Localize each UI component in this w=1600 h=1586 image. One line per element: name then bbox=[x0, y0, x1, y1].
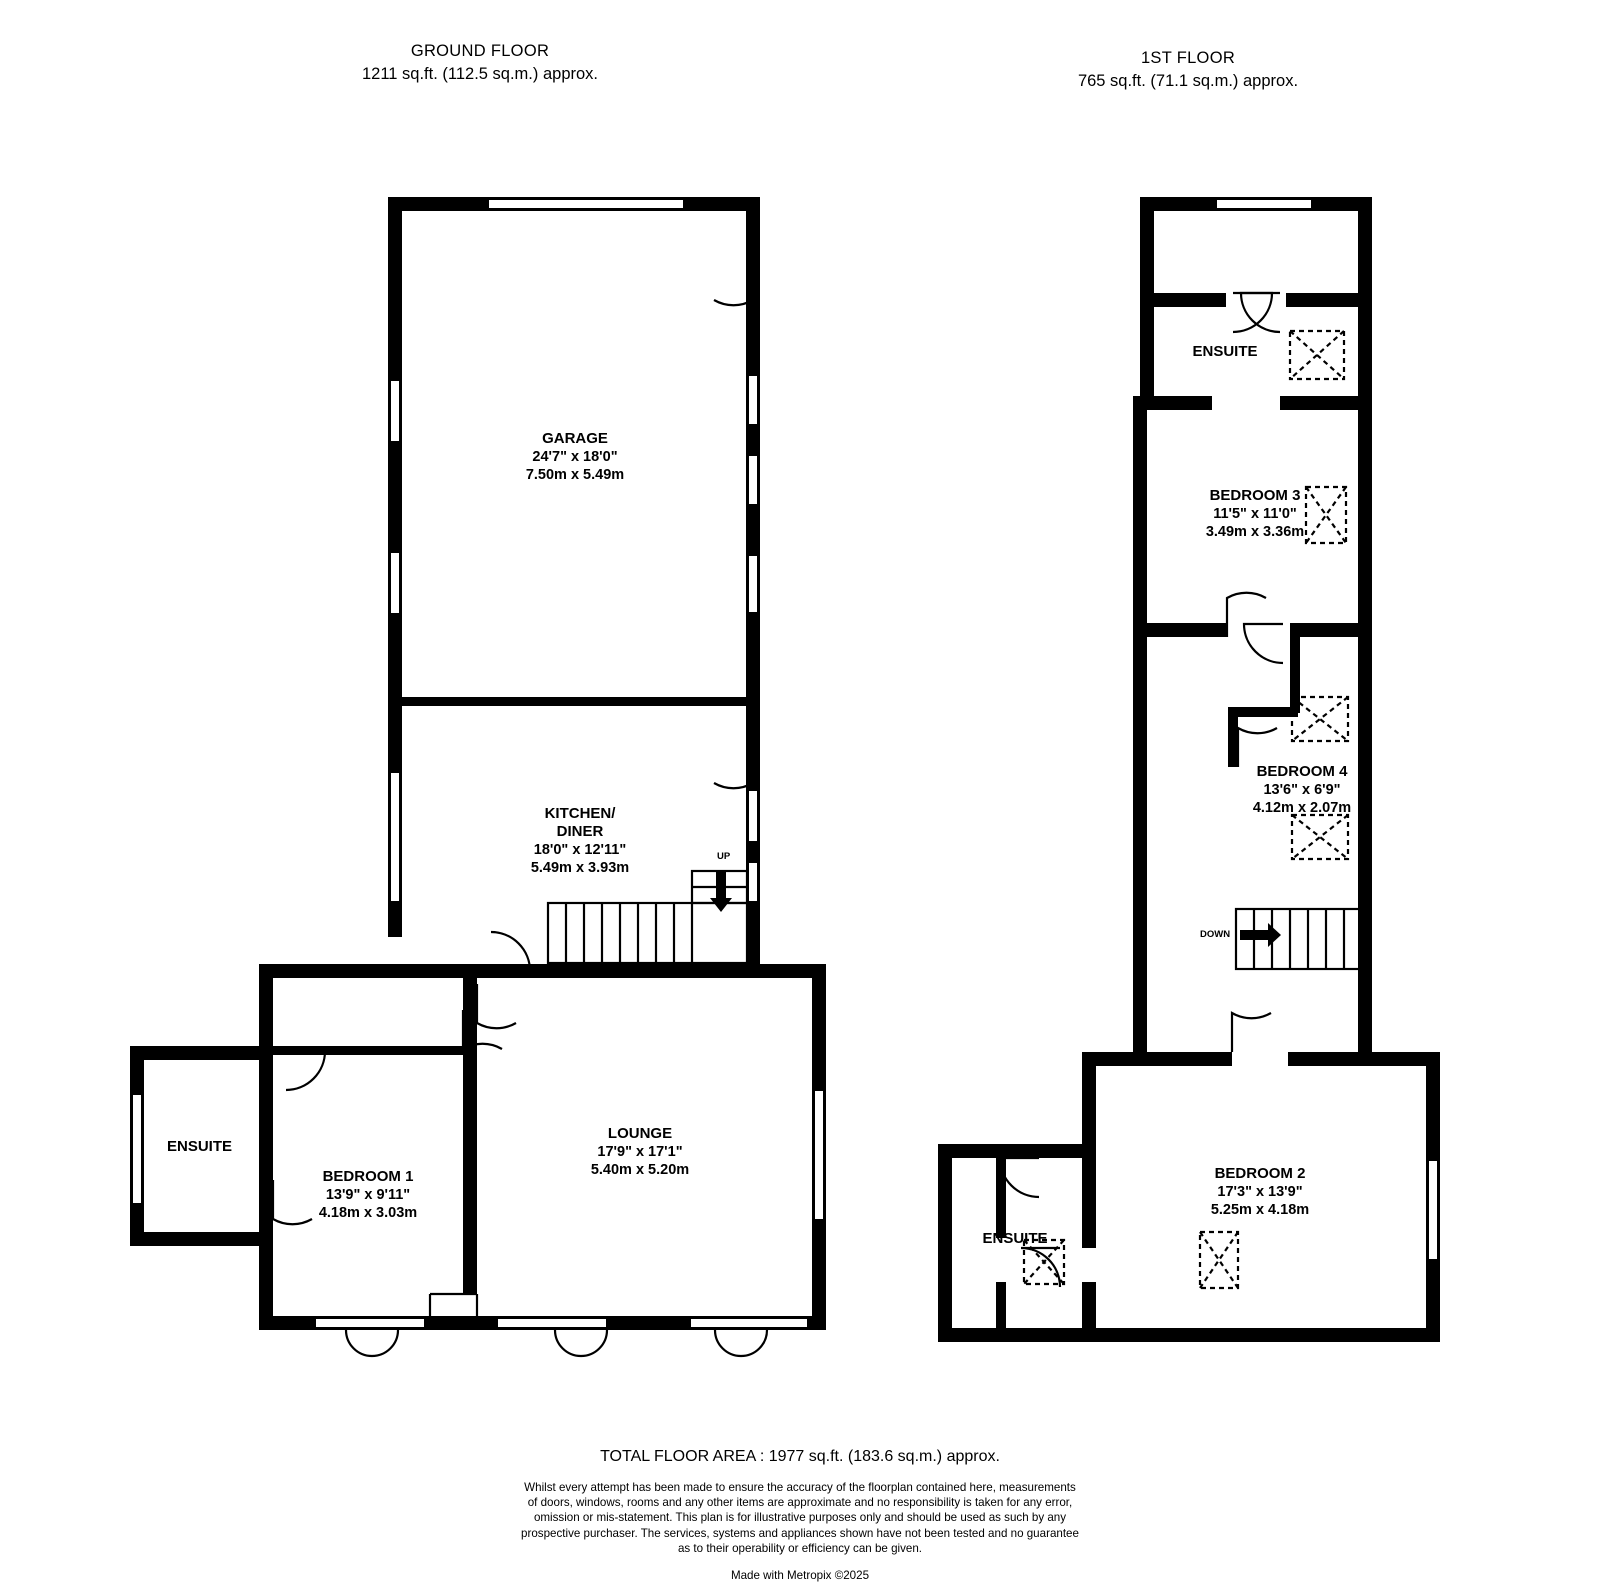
footer bbox=[0, 1448, 1600, 1582]
wall-ensuite-g-top bbox=[130, 1046, 273, 1060]
room-label-bedroom-1 bbox=[268, 1168, 468, 1222]
wall-ff-right-mid bbox=[1358, 396, 1372, 1066]
bedroom3-imperial: 11'5" x 11'0" bbox=[1213, 506, 1297, 522]
wall-kitchen-stub-left bbox=[477, 964, 491, 978]
disclaimer-line-5: as to their operability or efficiency can be given. bbox=[677, 1541, 923, 1555]
wall-bed2-bottom bbox=[938, 1328, 1440, 1342]
lounge-name: LOUNGE bbox=[607, 1125, 673, 1142]
stair-down-label: DOWN bbox=[1200, 929, 1231, 940]
wall-ff-bottom-right bbox=[1288, 1052, 1440, 1066]
lounge-imperial: 17'9" x 17'1" bbox=[597, 1144, 683, 1160]
window-lounge-bottom-3 bbox=[690, 1318, 808, 1328]
wall-bed3-bottom-right bbox=[1290, 623, 1372, 637]
window-garage-right-1 bbox=[748, 375, 758, 425]
wall-bed3-top-left bbox=[1140, 396, 1212, 410]
wall-ff-left-upper bbox=[1140, 197, 1154, 307]
disclaimer-line-3: omission or mis-statement. This plan is for illustrative purposes only and should be used as such by any bbox=[533, 1511, 1067, 1525]
kitchen-metric: 5.49m x 3.93m bbox=[530, 860, 630, 876]
bedroom2-name: BEDROOM 2 bbox=[1214, 1165, 1306, 1182]
garage-name: GARAGE bbox=[542, 430, 608, 447]
made-with-credit: Made with Metropix ©2025 bbox=[730, 1569, 870, 1583]
room-label-lounge bbox=[540, 1125, 740, 1179]
wall-bed4-step bbox=[1228, 707, 1298, 717]
wall-bed3-bottom-left bbox=[1147, 623, 1227, 637]
room-label-ensuite-first-2 bbox=[940, 1230, 1090, 1248]
window-kitchen-right bbox=[748, 790, 758, 842]
wall-garage-kitchen-divider bbox=[402, 697, 752, 706]
room-label-bedroom-3 bbox=[1155, 487, 1355, 541]
kitchen-name: KITCHEN/ bbox=[544, 805, 616, 822]
wall-ensuite-ff2-top bbox=[938, 1144, 1096, 1158]
kitchen-imperial: 18'0" x 12'11" bbox=[533, 842, 627, 858]
bedroom1-metric: 4.18m x 3.03m bbox=[318, 1205, 418, 1221]
bedroom2-metric: 5.25m x 4.18m bbox=[1210, 1202, 1310, 1218]
room-label-kitchen-diner bbox=[480, 805, 680, 877]
disclaimer-line-4: prospective purchaser. The services, systems and appliances shown have not been tested and no guarantee bbox=[521, 1526, 1079, 1540]
room-label-bedroom-2 bbox=[1160, 1165, 1360, 1219]
window-kitchen-left bbox=[390, 772, 400, 902]
window-ff-top bbox=[1216, 199, 1312, 209]
first-floor-area: 765 sq.ft. (71.1 sq.m.) approx. bbox=[1077, 72, 1299, 90]
room-label-ensuite-first bbox=[1160, 343, 1290, 361]
kitchen-name2: DINER bbox=[556, 823, 604, 840]
room-label-ensuite-ground bbox=[112, 1138, 287, 1156]
total-floor-area: TOTAL FLOOR AREA : 1977 sq.ft. (183.6 sq.m.) approx. bbox=[600, 1448, 1000, 1465]
ensuite-ground-name: ENSUITE bbox=[166, 1138, 232, 1155]
wall-bedroom1-inner-divider bbox=[273, 1046, 473, 1055]
garage-metric: 7.50m x 5.49m bbox=[525, 467, 625, 483]
disclaimer-line-2: of doors, windows, rooms and any other items are approximate and no responsibility is taken for any error, bbox=[527, 1496, 1073, 1510]
bedroom4-metric: 4.12m x 2.07m bbox=[1252, 800, 1352, 816]
bedroom3-name: BEDROOM 3 bbox=[1209, 487, 1301, 504]
window-garage-top bbox=[488, 199, 684, 209]
wall-ensuite-ff2-right2 bbox=[1082, 1282, 1096, 1328]
wall-ff-right-upper bbox=[1358, 197, 1372, 307]
room-label-bedroom-4 bbox=[1202, 763, 1402, 817]
wall-bedroom1-lounge-divider bbox=[463, 964, 477, 1294]
wall-ensuite-ff-right bbox=[1358, 293, 1372, 403]
window-bed2-right bbox=[1428, 1160, 1438, 1260]
garage-imperial: 24'7" x 18'0" bbox=[532, 449, 618, 465]
bedroom2-imperial: 17'3" x 13'9" bbox=[1217, 1184, 1303, 1200]
window-garage-right-2 bbox=[748, 455, 758, 505]
first-floor-title: 1ST FLOOR bbox=[1140, 49, 1236, 67]
bedroom4-imperial: 13'6" x 6'9" bbox=[1263, 782, 1341, 798]
wall-ff-left-mid bbox=[1133, 396, 1147, 1066]
window-garage-right-3 bbox=[748, 555, 758, 613]
ensuite-first2-name: ENSUITE bbox=[982, 1230, 1048, 1247]
wall-bed4-step-left bbox=[1228, 707, 1238, 767]
ensuite-first-name: ENSUITE bbox=[1192, 343, 1258, 360]
ground-floor-title: GROUND FLOOR bbox=[410, 42, 550, 60]
wall-ensuite-ff2-divider bbox=[996, 1158, 1006, 1238]
disclaimer bbox=[0, 1480, 1600, 1556]
first-floor-header bbox=[988, 49, 1388, 91]
window-lounge-bottom-1 bbox=[315, 1318, 425, 1328]
bedroom4-name: BEDROOM 4 bbox=[1256, 763, 1348, 780]
lounge-metric: 5.40m x 5.20m bbox=[590, 1162, 690, 1178]
disclaimer-line-1: Whilst every attempt has been made to ensure the accuracy of the floorplan contained here, measurements bbox=[524, 1481, 1076, 1494]
window-garage-left-1 bbox=[390, 380, 400, 442]
stair-up-label: UP bbox=[717, 851, 731, 862]
window-lounge-right bbox=[814, 1090, 824, 1220]
ground-floor-header bbox=[280, 42, 680, 84]
wall-ensuite-ff-left bbox=[1140, 293, 1154, 403]
bedroom3-metric: 3.49m x 3.36m bbox=[1205, 524, 1305, 540]
wall-ensuite-ff2-divider2 bbox=[996, 1282, 1006, 1328]
wall-bed4-left-upper bbox=[1290, 623, 1300, 713]
wall-kitchen-bottom bbox=[259, 964, 826, 978]
window-garage-left-2 bbox=[390, 552, 400, 614]
room-label-garage bbox=[475, 430, 675, 484]
bedroom1-imperial: 13'9" x 9'11" bbox=[325, 1187, 411, 1203]
bedroom1-name: BEDROOM 1 bbox=[322, 1168, 414, 1185]
window-lounge-bottom-2 bbox=[497, 1318, 607, 1328]
ground-floor-area: 1211 sq.ft. (112.5 sq.m.) approx. bbox=[361, 65, 598, 83]
wall-bed2-left-upper bbox=[1082, 1052, 1096, 1144]
wall-ff-bottom-left bbox=[1082, 1052, 1232, 1066]
window-kitchen-right-2 bbox=[748, 862, 758, 902]
wall-ensuite-g-bottom bbox=[130, 1232, 273, 1246]
